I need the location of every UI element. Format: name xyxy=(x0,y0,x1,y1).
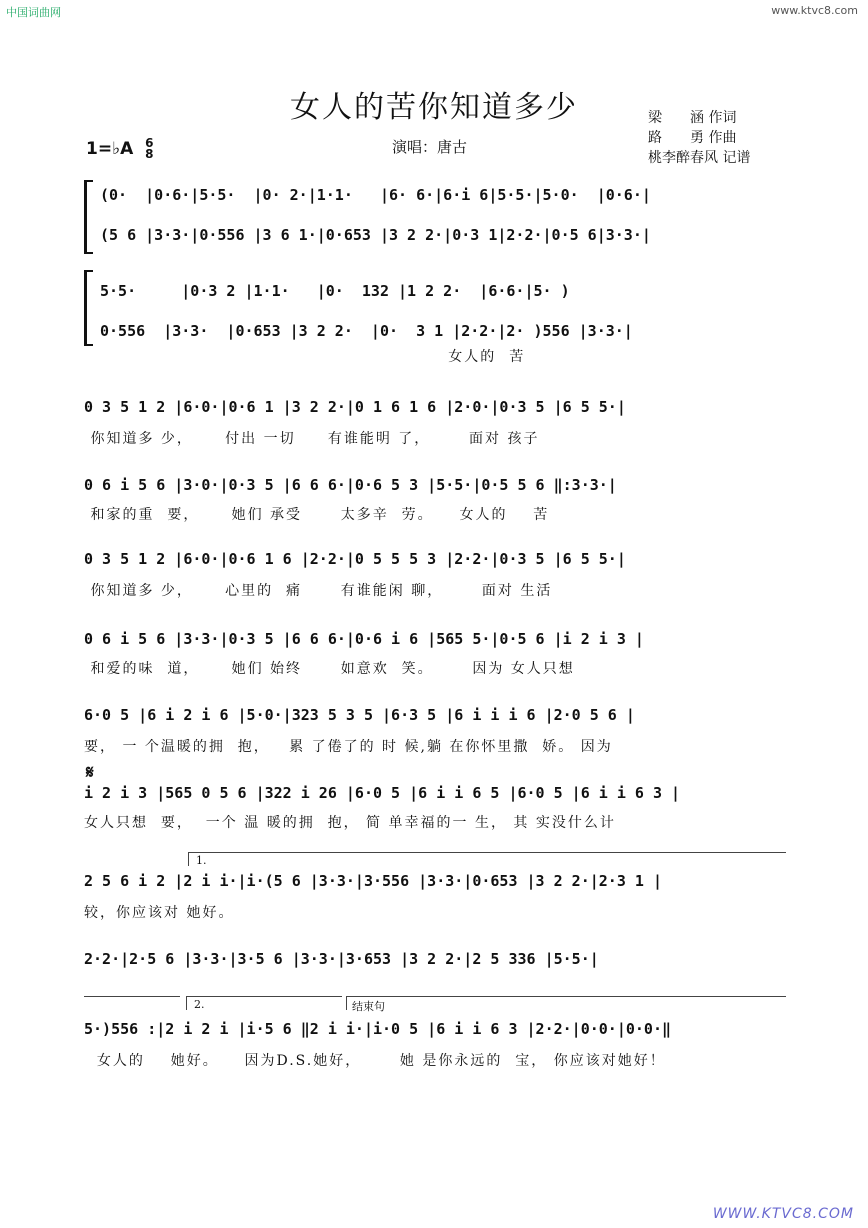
melody-line-7: 2 5 6 i 2 |2 i i·|i·(5 6 |3·3·|3·556 |3·3·|0·653 |3 2 2·|2·3 1 | xyxy=(84,872,662,890)
melody-line-3: 0 3 5 1 2 |6·0·|0·6 1 6 |2·2·|0 5 5 5 3 |2·2·|0·3 5 |6 5 5·| xyxy=(84,550,626,568)
lyric-line-6: 女人只想 要， 一个 温 暖的拥 抱， 简 单幸福的一 生， 其 实没什么计 xyxy=(84,815,616,831)
composer-credit: 路 勇 作曲 xyxy=(648,130,737,146)
time-signature xyxy=(145,138,153,160)
volta-1-label: 1. xyxy=(196,854,207,867)
melody-line-9: 5·)556 :|2 i 2 i |i·5 6 ‖2 i i·|i·0 5 |6 i i 6 3 |2·2·|0·0·|0·0·‖ xyxy=(84,1020,671,1038)
watermark-bottom-right: WWW.KTVC8.COM xyxy=(712,1206,854,1222)
system-2-lyric: 女人的 苦 xyxy=(100,349,526,365)
key-signature xyxy=(86,138,154,160)
volta-1-bracket-start xyxy=(188,852,189,866)
lyric-line-1: 你知道多 少， 付出 一切 有谁能明 了， 面对 孩子 xyxy=(84,431,540,447)
watermark-top-right: www.ktvc8.com xyxy=(771,4,858,17)
melody-line-2: 0 6 i 5 6 |3·0·|0·3 5 |6 6 6·|0·6 5 3 |5·5·|0·5 5 6 ‖:3·3·| xyxy=(84,476,617,494)
system-brace xyxy=(84,270,93,346)
melody-line-8: 2·2·|2·5 6 |3·3·|3·5 6 |3·3·|3·653 |3 2 2·|2 5 336 |5·5·| xyxy=(84,950,599,968)
lyric-line-7: 较，你应该对 她好。 xyxy=(84,905,235,921)
coda-label: 结束句 xyxy=(352,1000,385,1013)
melody-line-1: 0 3 5 1 2 |6·0·|0·6 1 |3 2 2·|0 1 6 1 6 |2·0·|0·3 5 |6 5 5·| xyxy=(84,398,626,416)
system-1-upper: (0· |0·6·|5·5· |0· 2·|1·1· |6· 6·|6·i 6|5·5·|5·0· |0·6·| xyxy=(100,186,651,204)
system-brace xyxy=(84,180,93,254)
coda-bracket-start xyxy=(346,996,347,1010)
melody-line-5: 6·0 5 |6 i 2 i 6 |5·0·|323 5 3 5 |6·3 5 |6 i i i 6 |2·0 5 6 | xyxy=(84,706,635,724)
lyric-line-2: 和家的重 要， 她们 承受 太多辛 劳。 女人的 苦 xyxy=(84,507,550,523)
transcriber-credit: 桃李醉春风 记谱 xyxy=(648,150,751,166)
coda-bracket xyxy=(346,996,786,997)
lyric-line-5: 要， 一 个温暖的拥 抱， 累 了倦了的 时 候,躺 在你怀里撒 娇。 因为 xyxy=(84,739,613,755)
lyric-line-3: 你知道多 少， 心里的 痛 有谁能闲 聊， 面对 生活 xyxy=(84,583,553,599)
key-label: 1=♭A xyxy=(86,139,134,159)
credits xyxy=(648,108,750,168)
time-bottom: 8 xyxy=(145,147,154,161)
singer: 演唱：唐古 xyxy=(392,138,468,156)
melody-line-4: 0 6 i 5 6 |3·3·|0·3 5 |6 6 6·|0·6 i 6 |565 5·|0·5 6 |i 2 i 3 | xyxy=(84,630,644,648)
segno-sign: 𝄋 xyxy=(86,762,94,783)
melody-line-6: i 2 i 3 |565 0 5 6 |322 i 26 |6·0 5 |6 i i 6 5 |6·0 5 |6 i i 6 3 | xyxy=(84,784,681,802)
lyric-line-4: 和爱的味 道， 她们 始终 如意欢 笑。 因为 女人只想 xyxy=(84,661,575,677)
watermark-top-left: 中国词曲网 xyxy=(6,6,61,19)
system-1-lower: (5 6 |3·3·|0·556 |3 6 1·|0·653 |3 2 2·|0·3 1|2·2·|0·5 6|3·3·| xyxy=(100,226,651,244)
volta-1-continuation xyxy=(84,996,180,997)
time-top: 6 xyxy=(145,136,154,150)
volta-2-bracket-start xyxy=(186,996,187,1010)
volta-2-bracket xyxy=(186,996,342,997)
volta-2-label: 2. xyxy=(194,998,205,1011)
system-2-upper: 5·5· |0·3 2 |1·1· |0· 132 |1 2 2· |6·6·|5· ) xyxy=(100,282,570,300)
song-title: 女人的苦你知道多少 xyxy=(290,90,578,125)
lyric-line-9: 女人的 她好。 因为D.S.她好， 她 是你永远的 宝， 你应该对她好！ xyxy=(84,1053,666,1069)
volta-1-bracket xyxy=(188,852,786,853)
lyricist-credit: 梁 涵 作词 xyxy=(648,110,737,126)
system-2-lower: 0·556 |3·3· |0·653 |3 2 2· |0· 3 1 |2·2·|2· )556 |3·3·| xyxy=(100,322,633,340)
